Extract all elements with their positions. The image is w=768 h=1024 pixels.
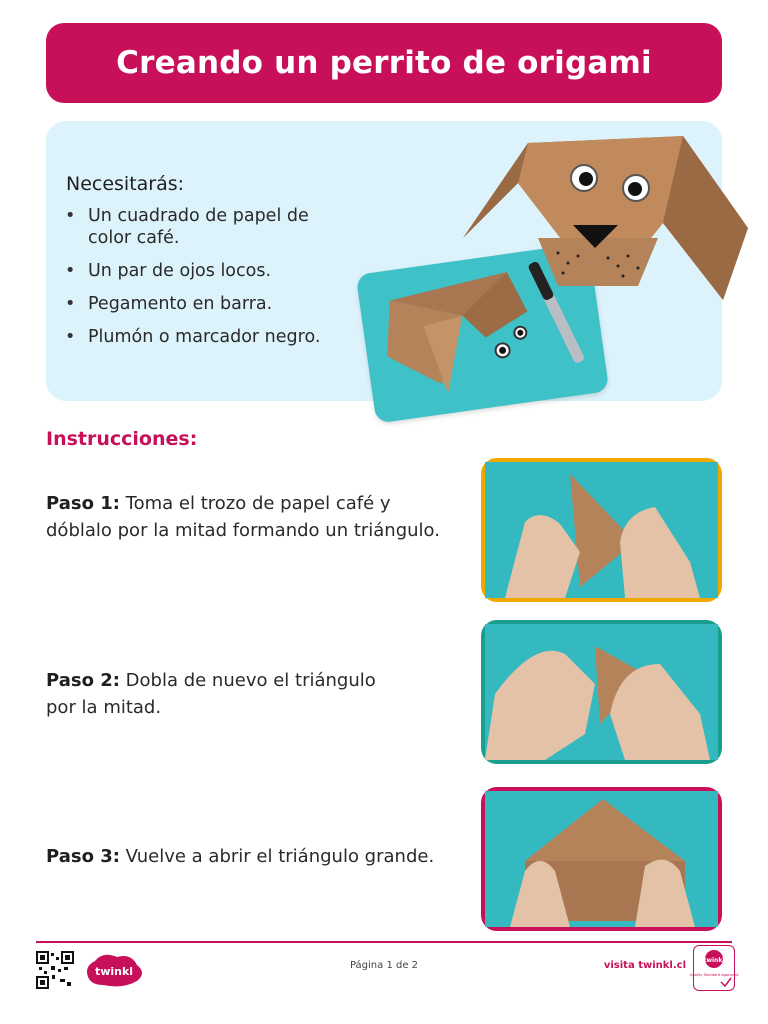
step-2-photo — [481, 620, 722, 764]
footer-divider — [36, 941, 732, 943]
materials-list — [62, 205, 352, 359]
step-description: Dobla de nuevo el triángulo por la mitad. — [46, 670, 376, 718]
step-label: Paso 2: — [46, 670, 120, 691]
quality-badge-icon — [689, 945, 739, 991]
visit-link[interactable]: visita twinkl.cl — [603, 960, 686, 971]
material-item: • Un par de ojos locos. — [62, 260, 352, 282]
step-1-text — [46, 490, 446, 544]
materials-heading: Necesitarás: — [66, 173, 185, 195]
badge-text: Quality Standard Approved — [689, 973, 739, 977]
material-item: • Pegamento en barra. — [62, 293, 352, 315]
title-banner — [46, 23, 722, 103]
step-description: Toma el trozo de papel café y dóblalo por la mitad formando un triángulo. — [46, 493, 440, 541]
step-description: Vuelve a abrir el triángulo grande. — [119, 846, 435, 867]
step-3-text — [46, 843, 446, 870]
step-1-photo — [481, 458, 722, 602]
material-item: • Un cuadrado de papel de color café. — [62, 205, 352, 249]
page-title: Creando un perrito de origami — [116, 45, 652, 81]
material-item: • Plumón o marcador negro. — [62, 326, 352, 348]
logo-text: twinkl — [94, 965, 134, 978]
instructions-heading: Instrucciones: — [46, 428, 198, 450]
step-2-text — [46, 667, 376, 721]
page-number: Página 1 de 2 — [349, 960, 419, 971]
step-label: Paso 3: — [46, 846, 120, 867]
step-label: Paso 1: — [46, 493, 120, 514]
badge-brand: twinkl — [703, 957, 725, 964]
origami-dog-illustration — [458, 128, 753, 303]
step-3-photo — [481, 787, 722, 931]
